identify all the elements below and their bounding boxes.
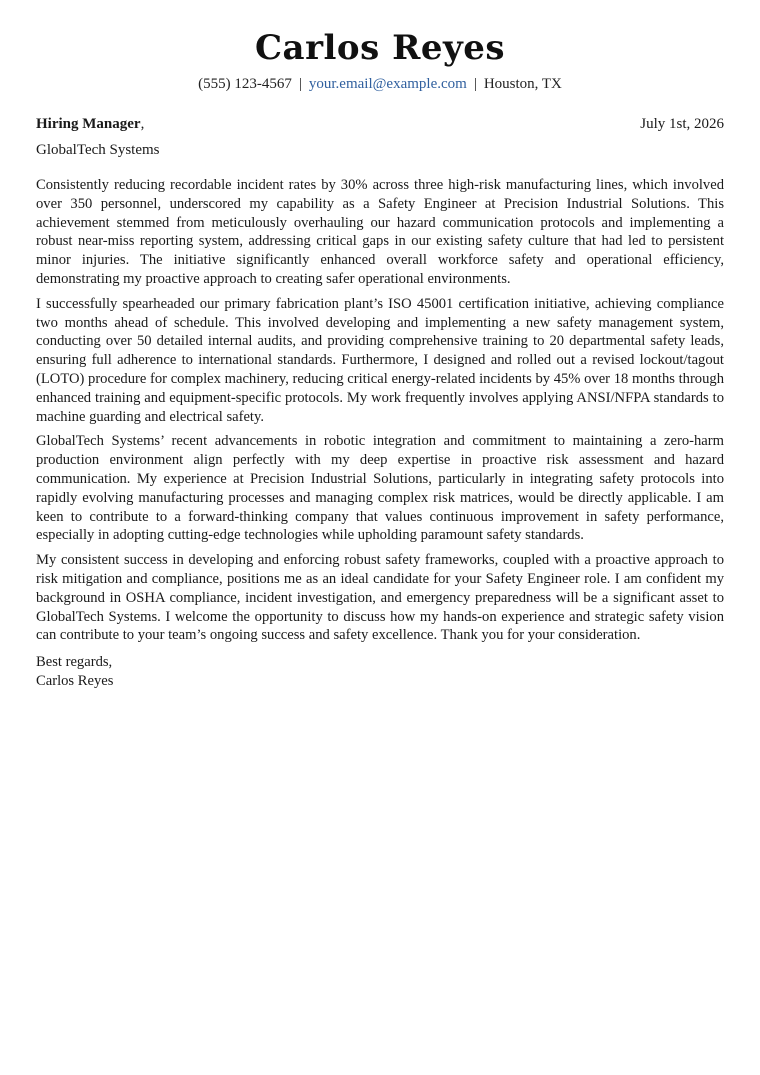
letter-date: July 1st, 2026 [640, 116, 724, 132]
recipient-row [36, 114, 724, 134]
cover-letter-page [36, 24, 724, 691]
applicant-name: Carlos Reyes [255, 28, 505, 68]
contact-line [36, 74, 724, 94]
location: Houston, TX [483, 76, 562, 92]
email-link[interactable]: your.email@example.com [308, 76, 467, 92]
contact-separator: | [298, 76, 302, 92]
body-paragraph: Consistently reducing recordable incident rates by 30% across three high-risk manufacturing lines, which involved over 350 personnel, underscored my capability as a Safety Engineer at Precision Industrial Solutions. This achievement stemmed from meticulously overhauling our hazard communication protocols and implementing a robust near-miss reporting system, addressing critical gaps in our existing safety culture that had led to persistent minor injuries. The initiative significantly enhanced overall workforce safety and operational efficiency, demonstrating my proactive approach to creating safer operational environments. [36, 177, 724, 287]
contact-separator: | [473, 76, 477, 92]
letter-body [36, 176, 724, 645]
phone-number: (555) 123-4567 [198, 76, 292, 92]
body-paragraph: My consistent success in developing and enforcing robust safety frameworks, coupled with a proactive approach to risk mitigation and compliance, positions me as an ideal candidate for your Safety Engineer role. I am confident my background in OSHA compliance, incident investigation, and emergency preparedness will be a significant asset to GlobalTech Systems. I welcome the opportunity to discuss how my hands-on experience and strategic safety vision can contribute to your team’s ongoing success and safety excellence. Thank you for your consideration. [36, 552, 724, 644]
recipient-company: GlobalTech Systems [36, 142, 160, 158]
body-paragraph: GlobalTech Systems’ recent advancements in robotic integration and commitment to maintaining a zero-harm production environment align perfectly with my deep expertise in proactive risk assessment and hazard communication. My experience at Precision Industrial Solutions, particularly in integrating safety protocols into rapidly evolving manufacturing processes and managing complex risk matrices, would be directly applicable. I am keen to contribute to a forward-thinking company that values continuous improvement in safety performance, especially in adopting cutting-edge technologies while upholding paramount safety standards. [36, 433, 724, 544]
signature-name: Carlos Reyes [36, 672, 114, 689]
closing-salutation: Best regards, [36, 654, 113, 671]
recipient-greeting [36, 114, 144, 134]
body-paragraph: I successfully spearheaded our primary fabrication plant’s ISO 45001 certification initiative, achieving compliance two months ahead of schedule. This involved developing and implementing a new safety management system, conducting over 50 detailed internal audits, and providing comprehensive training to 20 departmental safety leads, ensuring full adherence to international standards. Furthermore, I designed and rolled out a revised lockout/tagout (LOTO) procedure for complex machinery, reducing critical energy-related incidents by 45% over 18 months through enhanced training and equipment-specific protocols. My work frequently involves applying ANSI/NFPA standards to machine guarding and electrical safety. [36, 295, 724, 425]
recipient-name-suffix: , [140, 116, 145, 132]
letter-closing [36, 653, 724, 691]
recipient-name: Hiring Manager [36, 116, 141, 132]
